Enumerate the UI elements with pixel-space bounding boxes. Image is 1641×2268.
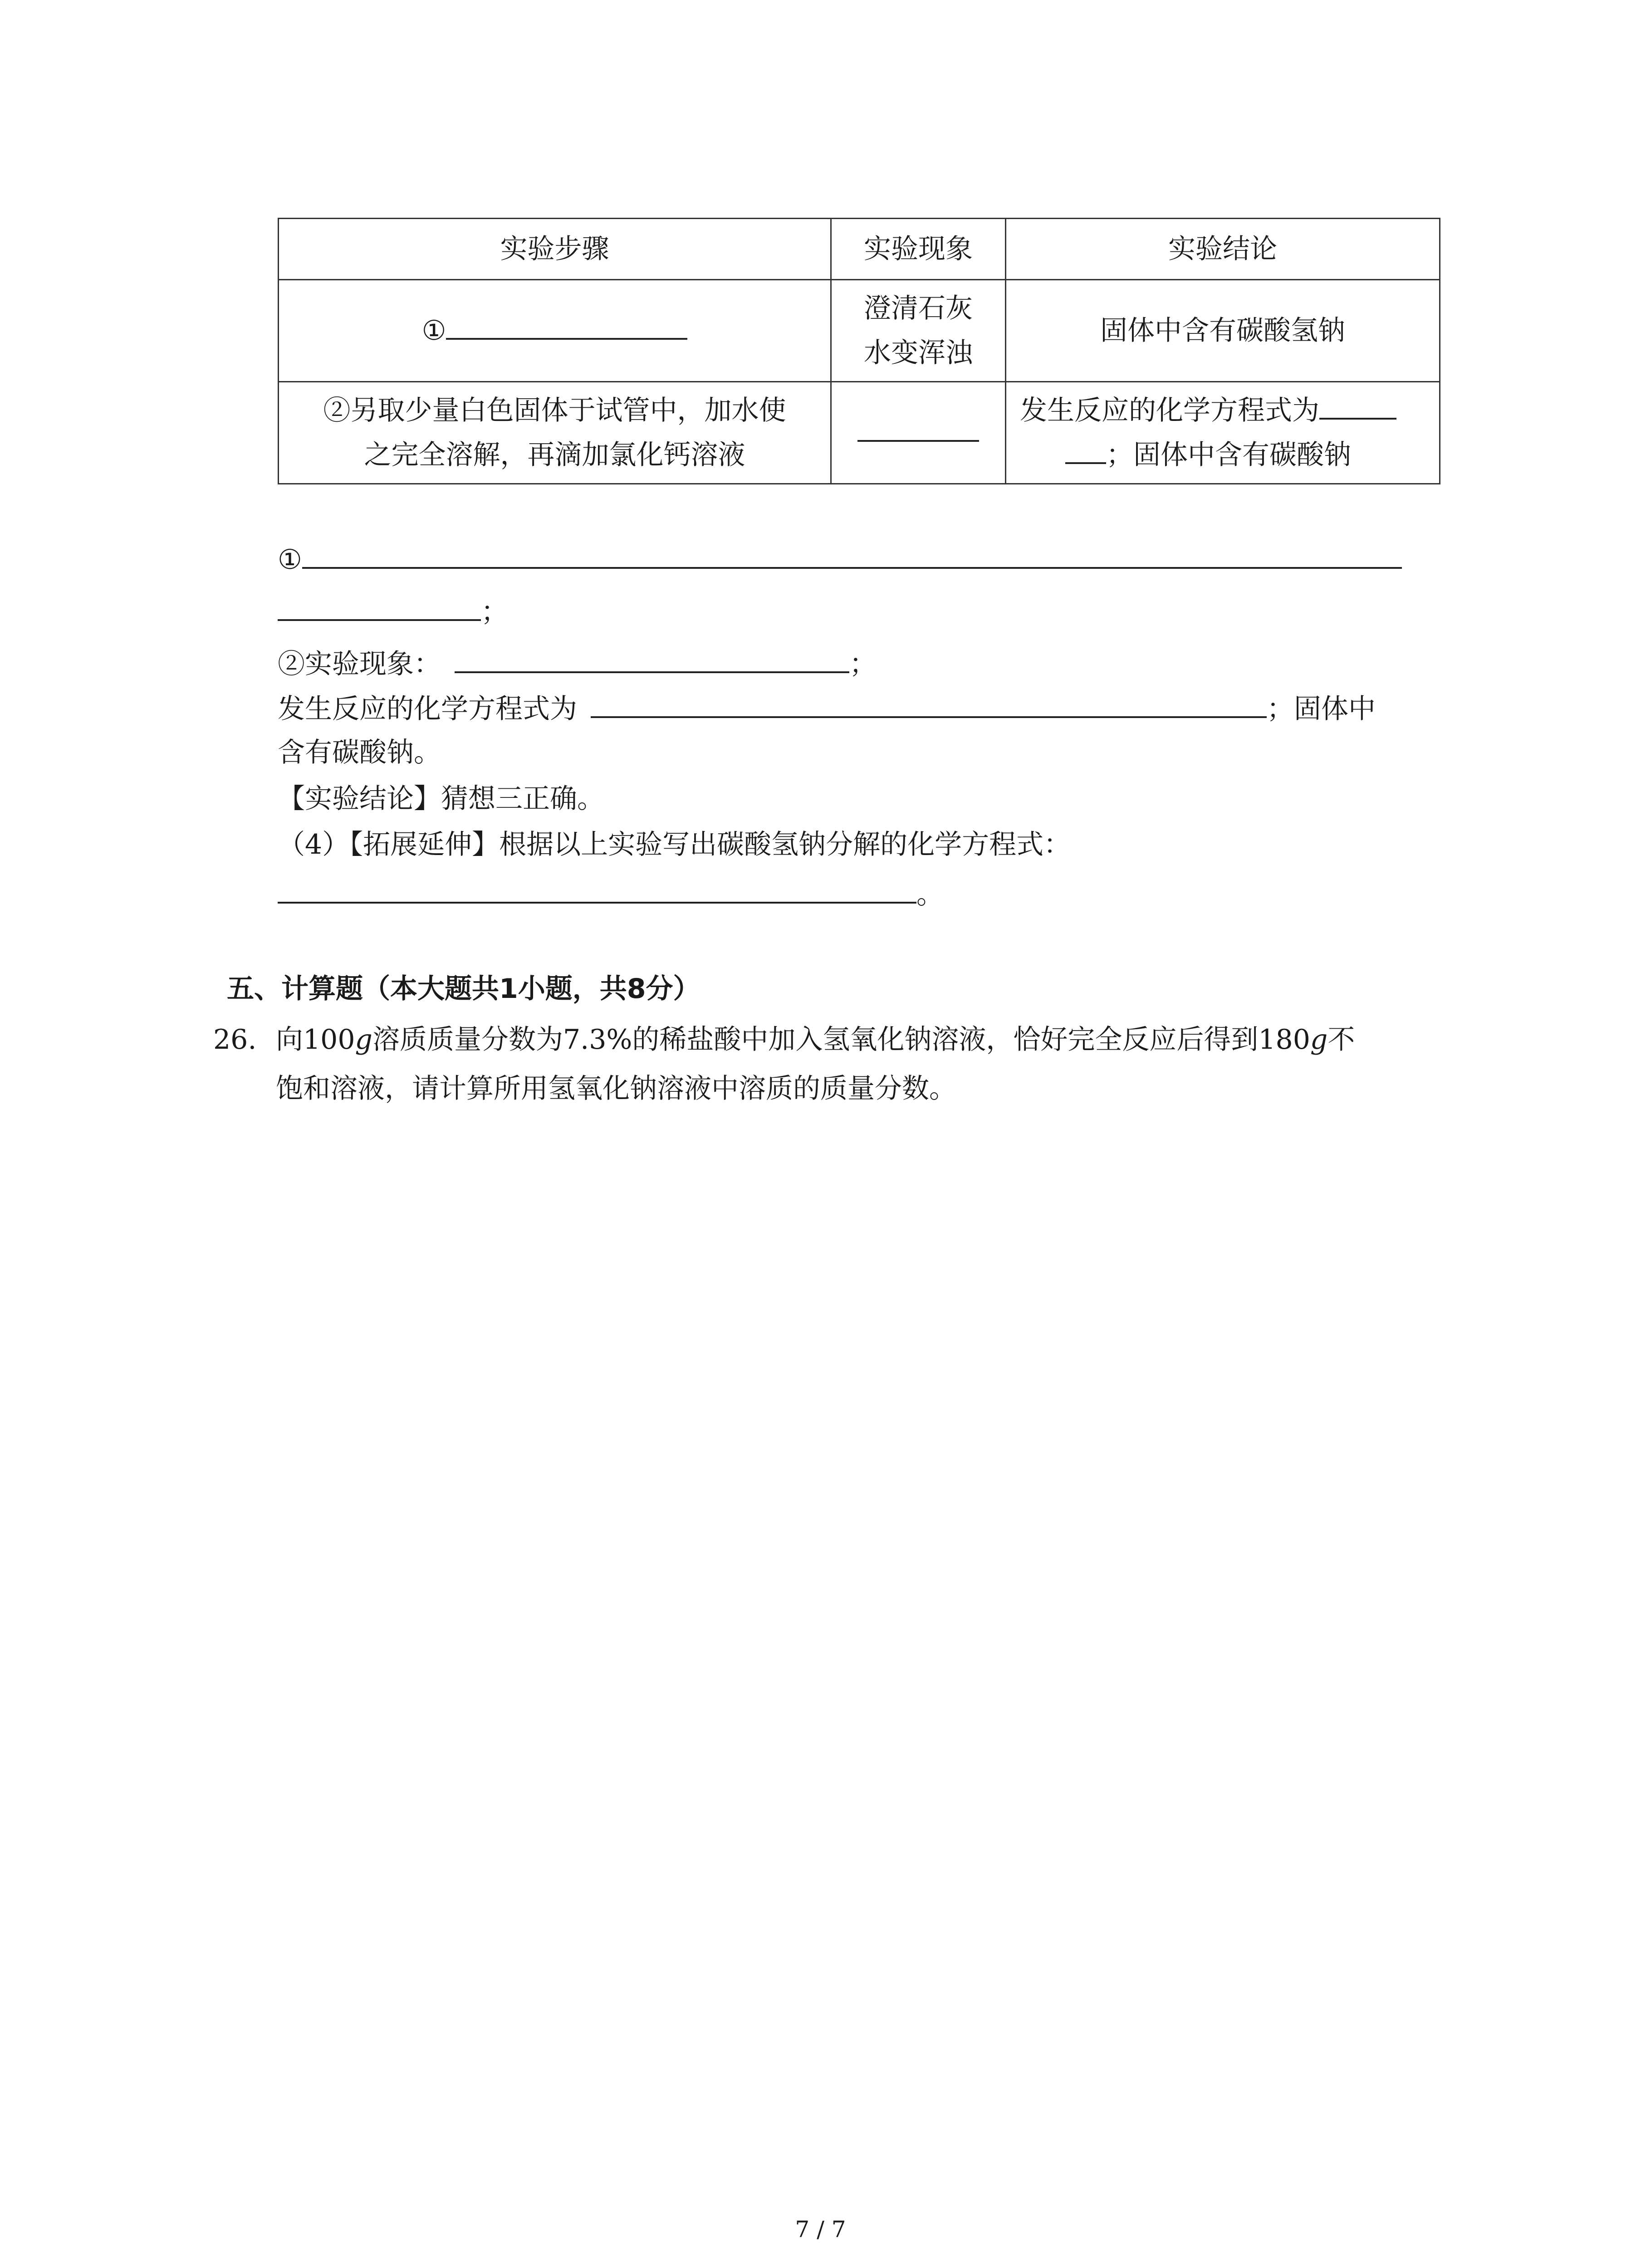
header-steps: 实验步骤 <box>279 219 831 280</box>
table-row <box>279 280 1440 382</box>
answer1-line2 <box>278 591 508 630</box>
row2-equation-blank-part1[interactable] <box>1319 390 1396 420</box>
row2-equation-blank-part2[interactable] <box>1065 434 1106 464</box>
row1-conclusion-cell: 固体中含有碳酸氢钠 <box>1006 280 1440 382</box>
row2-step-line1: ②另取少量白色固体于试管中，加水使 <box>323 395 786 426</box>
question-26-unit1: g <box>355 1024 372 1056</box>
question-26-part3: 不 <box>1327 1024 1355 1056</box>
row1-phenomenon-line2: 水变浑浊 <box>864 337 973 369</box>
row2-conclusion-cell <box>1006 382 1440 484</box>
answer1-blank-part2[interactable] <box>278 591 481 621</box>
answer1-blank-part1[interactable] <box>302 539 1402 569</box>
page-number: 7 / 7 <box>795 2216 846 2243</box>
equation-line <box>278 688 1376 727</box>
row2-conclusion-suffix: ；固体中含有碳酸钠 <box>1106 439 1351 471</box>
answer1-end: ； <box>481 596 508 628</box>
question-number: 26. <box>213 1024 257 1056</box>
section-title: 五、计算题（本大题共1小题，共8分） <box>227 973 700 1005</box>
answer2-end: ； <box>849 648 877 680</box>
header-phenomenon: 实验现象 <box>831 219 1006 280</box>
answer2-blank[interactable] <box>455 643 849 673</box>
extension-prompt: （4）【拓展延伸】根据以上实验写出碳酸氢钠分解的化学方程式： <box>278 829 1071 860</box>
answer2-label: ②实验现象： <box>278 648 441 680</box>
extension-blank[interactable] <box>278 874 916 904</box>
row2-step-line2: 之完全溶解，再滴加氯化钙溶液 <box>364 439 745 471</box>
question-26-unit2: g <box>1310 1024 1328 1056</box>
table-row <box>279 382 1440 484</box>
row1-step-marker: ① <box>421 315 446 347</box>
extension-end: 。 <box>916 879 944 910</box>
row2-conclusion-line2 <box>1020 433 1433 477</box>
experiment-conclusion: 【实验结论】猜想三正确。 <box>278 783 604 815</box>
row2-conclusion-prefix: 发生反应的化学方程式为 <box>1020 395 1319 426</box>
equation-label: 发生反应的化学方程式为 <box>278 693 577 725</box>
row2-conclusion-line1 <box>1020 388 1433 433</box>
table-header-row <box>279 219 1440 280</box>
row2-step-cell <box>279 382 831 484</box>
row1-step-blank[interactable] <box>446 310 687 340</box>
extension-answer-line <box>278 874 944 913</box>
answer1-marker: ① <box>278 544 302 576</box>
row1-step-cell <box>279 280 831 382</box>
question-26-line2: 饱和溶液，请计算所用氢氧化钠溶液中溶质的质量分数。 <box>276 1073 956 1105</box>
equation-blank[interactable] <box>591 688 1267 718</box>
row1-phenomenon-line1: 澄清石灰 <box>864 293 973 324</box>
answer1-line1 <box>278 539 1402 578</box>
row2-phenomenon-cell <box>831 382 1006 484</box>
row1-phenomenon-cell <box>831 280 1006 382</box>
question-26-part1: 向100 <box>276 1024 355 1056</box>
equation-continuation: 含有碳酸钠。 <box>278 737 441 768</box>
row2-phenomenon-blank[interactable] <box>857 412 979 442</box>
question-26-part2: 溶质质量分数为7.3%的稀盐酸中加入氢氧化钠溶液，恰好完全反应后得到180 <box>372 1024 1310 1056</box>
question-26-line1 <box>213 1022 1355 1058</box>
answer2-line <box>278 643 877 682</box>
header-conclusion: 实验结论 <box>1006 219 1440 280</box>
experiment-table <box>278 218 1440 484</box>
equation-end: ；固体中 <box>1267 693 1376 725</box>
